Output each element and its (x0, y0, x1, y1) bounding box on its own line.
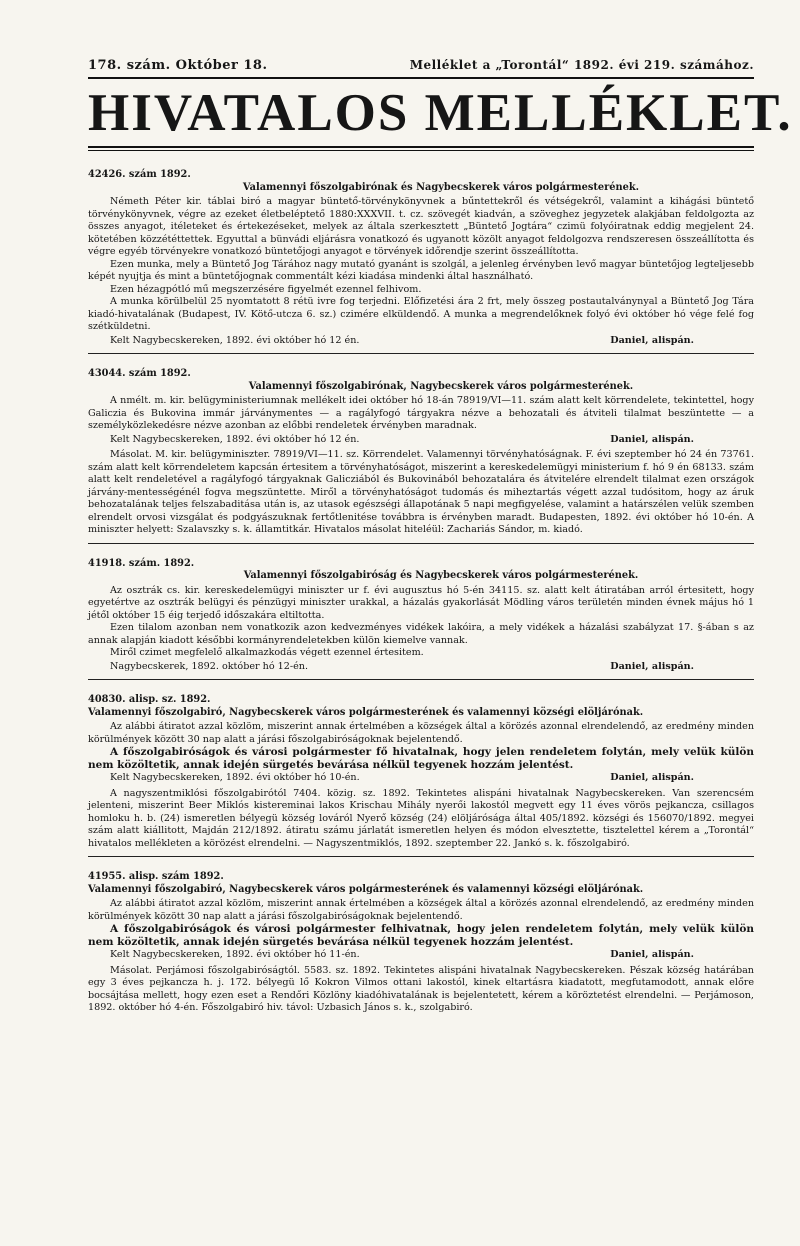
notice-copy: Másolat. Perjámosi főszolgabiróságtól. 5583. sz. 1892. Tekintetes alispáni hivatalnak Nagybecskereken. Pészak község határában egy 3 éves pejkancza h. j. 172. bélyegü lő Kokron Vilmos ottani lakostól, kinek eltartásra kiadatott, megfutamodott, annak előre bocsájtása mellett, hogy ezen eset a Rendőri Közlöny kiadóhivatalának is bejelentetett, kérem a köröztetést elrendelni. — Perjámoson, 1892. október hó 4-én. Főszolgabiró hiv. távol: Uzbasich János s. k., szolgabiró. (88, 964, 754, 1013)
notice-signature: Daniel, alispán. (610, 772, 694, 783)
notice-signoff (88, 434, 754, 447)
supplement-note: Melléklet a „Torontál“ 1892. évi 219. számához. (409, 58, 754, 72)
notice-43044 (88, 368, 754, 537)
section-divider (88, 353, 754, 354)
notice-paragraph: Miről czimet megfelelő alkalmazkodás végett ezennel értesitem. (110, 647, 424, 658)
notice-addressee: Valamennyi főszolgabiró, Nagybecskerek város polgármesterének és valamennyi községi elöljárónak. (88, 883, 644, 895)
section-divider (88, 856, 754, 857)
notice-number: 41955. alisp. szám 1892. (88, 871, 224, 882)
notice-copy: A nagyszentmiklósi főszolgabirótól 7404. közig. sz. 1892. Tekintetes alispáni hivatalnak Nagybecskereken. Van szerencsém jelenteni, miszerint Beer Miklós kistereminai lakos Krischau Mihály nyerői lakostól megvett egy 11 éves vörös pejkancza, csillagos homloku h. b. (24) ismeretlen bélyegü község lováról Nyerő község (24) elöljárósága által 405/1892. községi és 156070/1892. megyei szám alatt kiállitott, Majdán 212/1892. átiratu számu járlatát ismeretlen helyen és módon elvesztette, tisztelettel kérem a „Torontál“ hivatalos mellékleten a körözést elrendelni. — Nagyszentmiklós, 1892. szeptember 22. Jankó s. k. főszolgabiró. (88, 787, 754, 849)
notice-paragraph: Ezen munka, mely a Büntető Jog Tárához nagy mutató gyanánt is szolgál, a jelenleg érvényben levő magyar büntetőjog legteljesebb képét nyujtja és mint a büntetőjognak commentált kézi kiadása mindenki által használható. (88, 258, 754, 282)
notice-addressee: Valamennyi főszolgabiró, Nagybecskerek város polgármesterének és valamennyi községi elöljárónak. (88, 706, 644, 718)
section-divider (88, 679, 754, 680)
notice-signature: Daniel, alispán. (610, 334, 694, 346)
notice-number: 42426. szám 1892. (88, 169, 191, 180)
section-divider (88, 543, 754, 544)
notice-41955 (88, 871, 754, 1015)
notice-signature: Daniel, alispán. (610, 660, 694, 672)
notice-signoff (88, 335, 754, 348)
notice-signature: Daniel, alispán. (610, 949, 694, 960)
notice-closing: Kelt Nagybecskereken, 1892. évi október hó 10-én. (110, 772, 360, 783)
notice-signature: Daniel, alispán. (610, 433, 694, 445)
masthead-rule (88, 77, 754, 79)
masthead-line (88, 58, 754, 74)
notice-number: 41918. szám. 1892. (88, 557, 195, 569)
notice-paragraph: Az osztrák cs. kir. kereskedelemügyi miniszter ur f. évi augusztus hó 5-én 34115. sz. alatt kelt átiratában arról értesitett, hogy egyetértve az osztrák belügyi és pénzügyi miniszter urakkal, a házalás gyakorlását Mödling város területén minden évnek május hó 1 jétől október 15 éig terjedő időszakára eltiltotta. (88, 584, 754, 621)
notice-paragraph: Az alábbi átiratot azzal közlöm, miszerint annak értelmében a községek által a körözés azonnal elrendelendő, az eredmény minden körülmények között 30 nap alatt a járási főszolgabiróságoknak bejelentendő. (88, 721, 754, 745)
page-title: HIVATALOS MELLÉKLET. (88, 84, 793, 142)
notice-closing: Kelt Nagybecskereken, 1892. évi október hó 12 én. (110, 334, 360, 346)
notice-closing: Kelt Nagybecskereken, 1892. évi október hó 11-én. (110, 949, 360, 960)
title-rule (88, 146, 754, 148)
notice-paragraph: A nmélt. m. kir. belügyministeriumnak mellékelt idei október hó 18-án 78919/VI—11. szám alatt kelt körrendelete, tekintettel, hogy Galiczia és Bukovina immár járványmentes — a ragályfogó tárgyakra nézve a behozatali és átviteli tilalmat beszüntette — a személyközlekedésre nézve azonban az előbbi rendeletek érvényben maradnak. (88, 395, 754, 431)
notice-addressee: Valamennyi főszolgabirónak, Nagybecskerek város polgármesterének. (248, 380, 634, 392)
notice-paragraph: A munka körülbelül 25 nyomtatott 8 rétü ivre fog terjedni. Előfizetési ára 2 frt, mely összeg postautalványnyal a Büntető Jog Tára kiadó-hivatalának (Budapest, IV. Kötő-utcza 6. sz.) czimére elküldendő. A munka a megrendelőknek folyó évi október hó vége felé fog szétküldetni. (88, 296, 754, 332)
issue-number: 178. szám. Október 18. (88, 58, 268, 73)
notice-closing: Nagybecskerek, 1892. október hó 12-én. (110, 660, 309, 672)
notice-paragraph: Németh Péter kir. táblai biró a magyar büntető-törvénykönyvnek a bűntettekről és vétségekről, valamint a kihágási büntető törvénykönyvnek, végre az ezeket életbeléptető 1880:XXXVII. t. cz. szövegét kiadván, a szöveghez jegyzetek alakjában feldolgozta az összes anyagot, itéleteket és értekezéseket, melyek az általa szerkesztett „Büntető Jogtára“ czimü folyóiratnak eddig megjelent 24. kötetében közzététtettek. Egyuttal a bünvádi eljárásra vonatkozó és ugyanott közölt anyagot feldolgozva rendszeresen összeállította és végre egyéb törvényekre vonatkozó büntetőjogi anyagot e törvények időrendje szerint összeállította. (88, 196, 754, 257)
title-rule-thin (88, 150, 754, 151)
notice-paragraph: Az alábbi átiratot azzal közlöm, miszerint annak értelmében a községek által a körözés azonnal elrendelendő, az eredmény minden körülmények között 30 nap alatt a járási főszolgabiróságoknak bejelentendő. (88, 898, 754, 922)
notice-42426 (88, 169, 754, 347)
notice-addressee: Valamennyi főszolgabirónak és Nagybecskerek város polgármesterének. (242, 181, 640, 193)
notice-number: 43044. szám 1892. (88, 368, 191, 379)
notice-paragraph: Ezen hézagpótló mű megszerzésére figyelmét ezennel felhivom. (110, 283, 422, 295)
notice-addressee: Valamennyi főszolgabiróság és Nagybecskerek város polgármesterének. (243, 570, 639, 581)
notice-emphasis: A főszolgabiróságok és városi polgármester fő hivatalnak, hogy jelen rendeletem folytán, mely velük külön nem közöltetik, annak idején sürgetés bevárása nélkül tegyenek hozzám jelentést. (88, 746, 754, 771)
notice-signoff (88, 949, 754, 962)
notice-paragraph: Ezen tilalom azonban nem vonatkozik azon kedvezményes vidékek lakóira, a mely vidékek a házalási szabályzat 17. §-ában s az annak alapján kiadott későbbi kormányrendeletekben külön kiemelve vannak. (88, 622, 754, 646)
notice-41918 (88, 558, 754, 674)
notice-emphasis: A főszolgabiróságok és városi polgármester felhivatnak, hogy jelen rendeletem folytán, mely velük külön nem közöltetik, annak idején sürgetés bevárása nélkül tegyenek hozzám jelentést. (88, 923, 754, 948)
notice-signoff (88, 772, 754, 785)
notice-40830 (88, 694, 754, 850)
notice-closing: Kelt Nagybecskereken, 1892. évi október hó 12 én. (110, 433, 360, 445)
notice-copy: Másolat. M. kir. belügyminiszter. 78919/VI—11. sz. Körrendelet. Valamennyi törvényhatóságnak. F. évi szeptember hó 24 én 73761. szám alatt kelt körrendeletem kapcsán értesitem a törvényhatóságot, miszerint a kereskedelemügyi ministerium f. hó 9 én 68133. szám alatt kelt rendeletével a ragályfogó tárgyaknak Galicziából és Bukovinából behozatalára és átvitelére elrendelt tilalmat ezen országok járvány-mentességénél fogva megszüntette. Miről a törvényhatóságot tudomás és miheztartás végett azzal tudósitom, hogy az áruk behozatalának teljes felszabaditása után is, az utasok egészségi állapotának 5 napi megfigyelése, valamint a határszélen velük szemben elrendelt orvosi vizsgálat és podgyászuknak fertőtlenitése továbbra is érvényben maradt. Budapesten, 1892. évi október hó 10-én. A miniszter helyett: Szalavszky s. k. államtitkár. Hivatalos másolat hiteléül: Zachariás Sándor, m. kiadó. (88, 449, 754, 535)
notice-number: 40830. alisp. sz. 1892. (88, 694, 211, 705)
notice-signoff (88, 661, 754, 674)
